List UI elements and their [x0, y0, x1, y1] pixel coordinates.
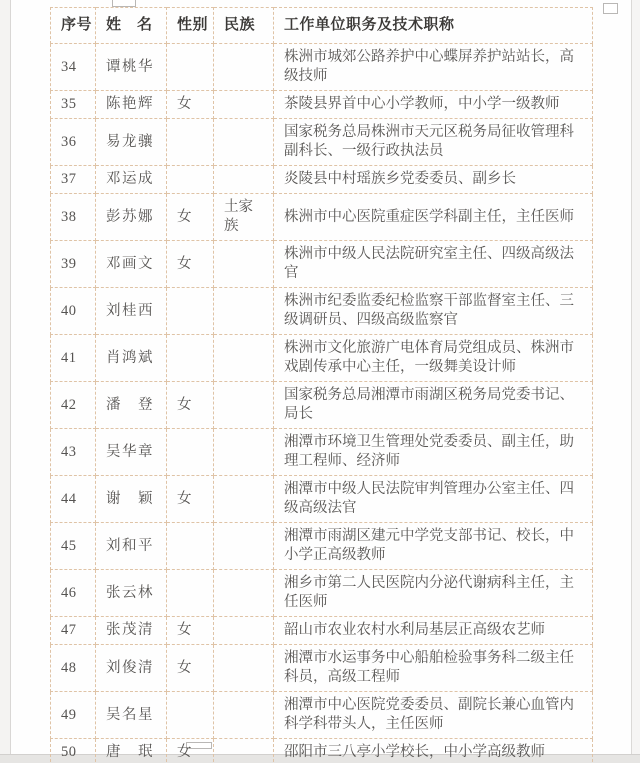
table-row: [51, 335, 593, 382]
cell-serial-number: 39: [51, 241, 96, 288]
cell-gender: [167, 429, 214, 476]
cell-ethnicity: [214, 44, 274, 91]
cell-serial-number: 45: [51, 523, 96, 570]
table-row: [51, 739, 593, 763]
cell-position: 国家税务总局湘潭市雨湖区税务局党委书记、局长: [274, 382, 593, 429]
cell-gender: [167, 523, 214, 570]
table-row: [51, 523, 593, 570]
cell-name: 潘 登: [96, 382, 167, 429]
cell-gender: [167, 119, 214, 166]
cell-serial-number: 34: [51, 44, 96, 91]
table-row: [51, 241, 593, 288]
table-handle-top-left-icon: [112, 0, 136, 7]
cell-position: 邵阳市三八亭小学校长，中小学高级教师: [274, 739, 593, 763]
cell-gender: [167, 44, 214, 91]
table-row: [51, 119, 593, 166]
table-handle-top-right-icon: [603, 3, 618, 14]
cell-gender: 女: [167, 739, 214, 763]
cell-gender: 女: [167, 241, 214, 288]
cell-position: 湘乡市第二人民医院内分泌代谢病科主任，主任医师: [274, 570, 593, 617]
cell-serial-number: 48: [51, 645, 96, 692]
cell-position: 湘潭市环境卫生管理处党委委员、副主任，助理工程师、经济师: [274, 429, 593, 476]
cell-position: 湘潭市中级人民法院审判管理办公室主任、四级高级法官: [274, 476, 593, 523]
table-row: [51, 645, 593, 692]
cell-position: 湘潭市水运事务中心船舶检验事务科二级主任科员，高级工程师: [274, 645, 593, 692]
awards-table: [50, 7, 593, 763]
cell-ethnicity: [214, 617, 274, 645]
cell-ethnicity: [214, 429, 274, 476]
cell-serial-number: 41: [51, 335, 96, 382]
cell-ethnicity: [214, 570, 274, 617]
col-header-gender: 性别: [167, 8, 214, 44]
table-row: [51, 288, 593, 335]
cell-name: 彭苏娜: [96, 194, 167, 241]
cell-gender: [167, 288, 214, 335]
cell-name: 谭桃华: [96, 44, 167, 91]
cell-name: 吴华章: [96, 429, 167, 476]
col-header-serial-number: 序号: [51, 8, 96, 44]
cell-gender: 女: [167, 645, 214, 692]
cell-position: 炎陵县中村瑶族乡党委委员、副乡长: [274, 166, 593, 194]
cell-ethnicity: [214, 91, 274, 119]
cell-position: 湘潭市雨湖区建元中学党支部书记、校长，中小学正高级教师: [274, 523, 593, 570]
cell-serial-number: 47: [51, 617, 96, 645]
cell-serial-number: 35: [51, 91, 96, 119]
cell-position: 国家税务总局株洲市天元区税务局征收管理科副科长、一级行政执法员: [274, 119, 593, 166]
cell-position: 株洲市中级人民法院研究室主任、四级高级法官: [274, 241, 593, 288]
cell-name: 陈艳辉: [96, 91, 167, 119]
cell-name: 张云林: [96, 570, 167, 617]
cell-position: 株洲市城郊公路养护中心蝶屏养护站站长，高级技师: [274, 44, 593, 91]
table-body: [51, 44, 593, 763]
cell-gender: [167, 166, 214, 194]
page-right-edge: [631, 0, 640, 763]
cell-serial-number: 37: [51, 166, 96, 194]
cell-ethnicity: [214, 692, 274, 739]
cell-serial-number: 42: [51, 382, 96, 429]
cell-ethnicity: [214, 476, 274, 523]
cell-name: 唐 珉: [96, 739, 167, 763]
cell-name: 易龙骧: [96, 119, 167, 166]
cell-name: 吴名星: [96, 692, 167, 739]
cell-serial-number: 36: [51, 119, 96, 166]
cell-name: 肖鸿斌: [96, 335, 167, 382]
cell-name: 刘桂西: [96, 288, 167, 335]
cell-gender: 女: [167, 617, 214, 645]
cell-ethnicity: [214, 241, 274, 288]
cell-serial-number: 38: [51, 194, 96, 241]
cell-ethnicity: [214, 119, 274, 166]
table-row: [51, 570, 593, 617]
cell-position: 韶山市农业农村水利局基层正高级农艺师: [274, 617, 593, 645]
cell-serial-number: 44: [51, 476, 96, 523]
cell-gender: 女: [167, 382, 214, 429]
cell-serial-number: 50: [51, 739, 96, 763]
table-row: [51, 44, 593, 91]
cell-position: 株洲市文化旅游广电体育局党组成员、株洲市戏剧传承中心主任，一级舞美设计师: [274, 335, 593, 382]
table-row: [51, 429, 593, 476]
table-row: [51, 476, 593, 523]
cell-name: 刘和平: [96, 523, 167, 570]
cell-position: 株洲市纪委监委纪检监察干部监督室主任、三级调研员、四级高级监察官: [274, 288, 593, 335]
cell-serial-number: 40: [51, 288, 96, 335]
cell-gender: [167, 692, 214, 739]
cell-ethnicity: 土家族: [214, 194, 274, 241]
col-header-name: 姓 名: [96, 8, 167, 44]
cell-position: 茶陵县界首中心小学教师，中小学一级教师: [274, 91, 593, 119]
table-row: [51, 617, 593, 645]
col-header-position: 工作单位职务及技术职称: [274, 8, 593, 44]
page-left-edge: [0, 0, 11, 763]
cell-name: 刘俊清: [96, 645, 167, 692]
cell-gender: 女: [167, 91, 214, 119]
cell-serial-number: 49: [51, 692, 96, 739]
cell-position: 株洲市中心医院重症医学科副主任，主任医师: [274, 194, 593, 241]
cell-serial-number: 46: [51, 570, 96, 617]
table-header-row: [51, 8, 593, 44]
cell-ethnicity: [214, 739, 274, 763]
table-row: [51, 166, 593, 194]
cell-name: 邓画文: [96, 241, 167, 288]
cell-gender: [167, 570, 214, 617]
table-row: [51, 91, 593, 119]
col-header-ethnicity: 民族: [214, 8, 274, 44]
cell-ethnicity: [214, 335, 274, 382]
cell-ethnicity: [214, 645, 274, 692]
cell-gender: 女: [167, 476, 214, 523]
table-row: [51, 692, 593, 739]
cell-name: 邓运成: [96, 166, 167, 194]
table-row: [51, 382, 593, 429]
cell-gender: 女: [167, 194, 214, 241]
cell-serial-number: 43: [51, 429, 96, 476]
cell-ethnicity: [214, 166, 274, 194]
cell-name: 张茂清: [96, 617, 167, 645]
cell-ethnicity: [214, 382, 274, 429]
cell-position: 湘潭市中心医院党委委员、副院长兼心血管内科学科带头人，主任医师: [274, 692, 593, 739]
table-row: [51, 194, 593, 241]
cell-ethnicity: [214, 288, 274, 335]
cell-gender: [167, 335, 214, 382]
cell-ethnicity: [214, 523, 274, 570]
cell-name: 谢 颖: [96, 476, 167, 523]
